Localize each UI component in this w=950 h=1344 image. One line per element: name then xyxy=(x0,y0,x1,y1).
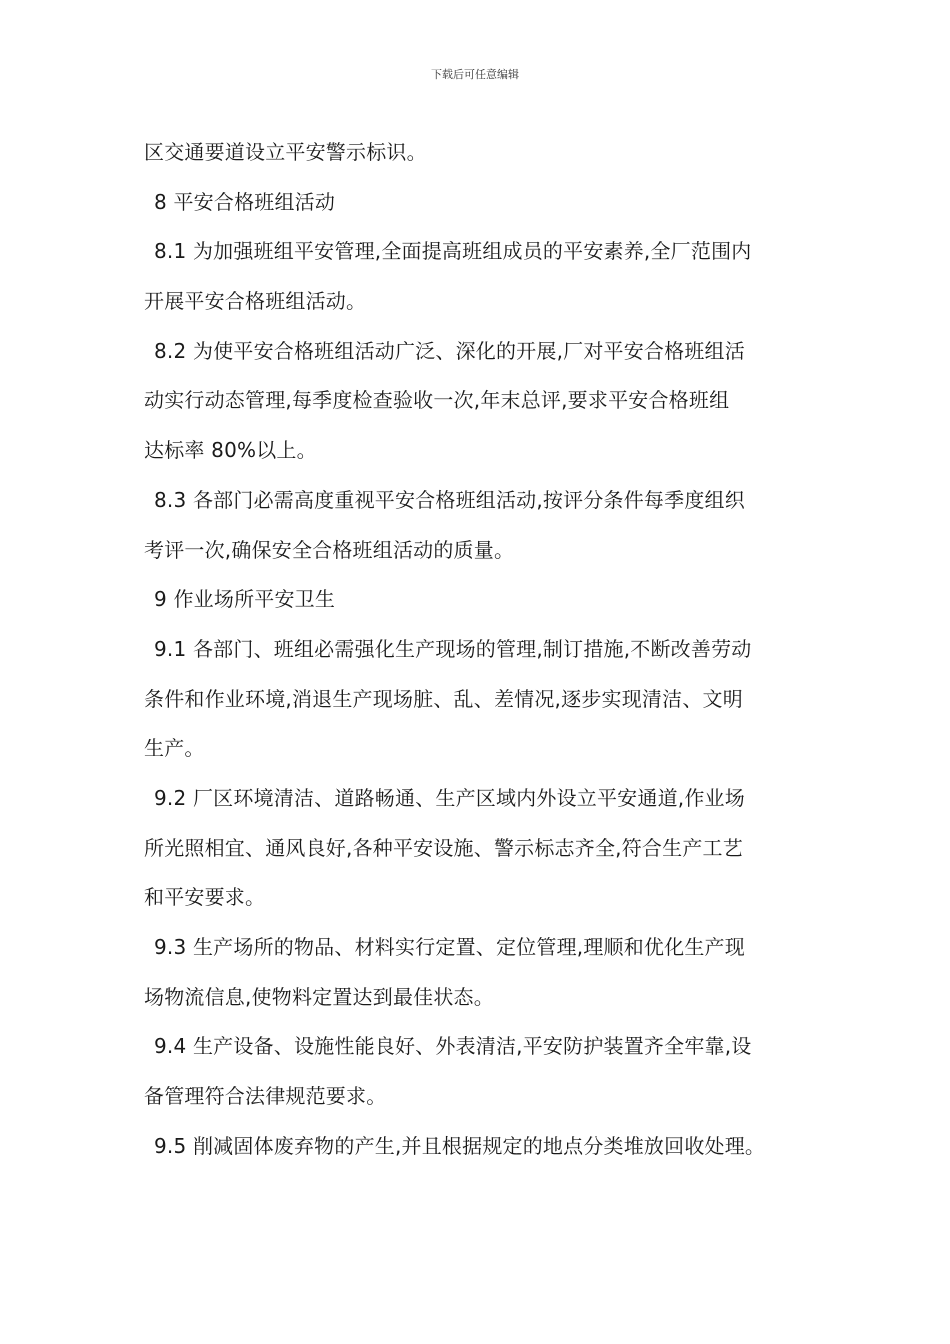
text-line: 动实行动态管理,每季度检查验收一次,年末总评,要求平安合格班组 xyxy=(144,388,730,413)
text-line: 8.1 为加强班组平安管理,全面提高班组成员的平安素养,全厂范围内 xyxy=(154,239,752,264)
text-line: 所光照相宜、通风良好,各种平安设施、警示标志齐全,符合生产工艺 xyxy=(144,835,743,860)
document-body xyxy=(144,132,824,1175)
section-heading: 8 平安合格班组活动 xyxy=(154,189,336,214)
text-line: 9.4 生产设备、设施性能良好、外表清洁,平安防护装置齐全牢靠,设 xyxy=(154,1034,752,1059)
text-line: 生产。 xyxy=(144,736,205,761)
text-line: 8.3 各部门必需高度重视平安合格班组活动,按评分条件每季度组织 xyxy=(154,487,745,512)
text-line: 区交通要道设立平安警示标识。 xyxy=(144,140,427,164)
text-line: 9.2 厂区环境清洁、道路畅通、生产区域内外设立平安通道,作业场 xyxy=(154,785,745,810)
page-header: 下载后可任意编辑 xyxy=(431,68,519,81)
text-line: 条件和作业环境,消退生产现场脏、乱、差情况,逐步实现清洁、文明 xyxy=(144,686,743,711)
text-line: 备管理符合法律规范要求。 xyxy=(144,1084,387,1109)
text-line: 9.3 生产场所的物品、材料实行定置、定位管理,理顺和优化生产现 xyxy=(154,935,745,959)
text-line: 9.1 各部门、班组必需强化生产现场的管理,制订措施,不断改善劳动 xyxy=(154,636,752,661)
text-line: 8.2 为使平安合格班组活动广泛、深化的开展,厂对平安合格班组活 xyxy=(154,338,745,363)
text-line: 达标率 80%以上。 xyxy=(144,438,317,463)
text-line: 和平安要求。 xyxy=(144,885,266,910)
section-heading: 9 作业场所平安卫生 xyxy=(154,587,336,612)
text-line: 9.5 削减固体废弃物的产生,并且根据规定的地点分类堆放回收处理。 xyxy=(154,1133,766,1158)
text-line: 开展平安合格班组活动。 xyxy=(144,289,367,314)
text-line: 场物流信息,使物料定置达到最佳状态。 xyxy=(144,984,494,1009)
text-line: 考评一次,确保安全合格班组活动的质量。 xyxy=(144,537,515,562)
